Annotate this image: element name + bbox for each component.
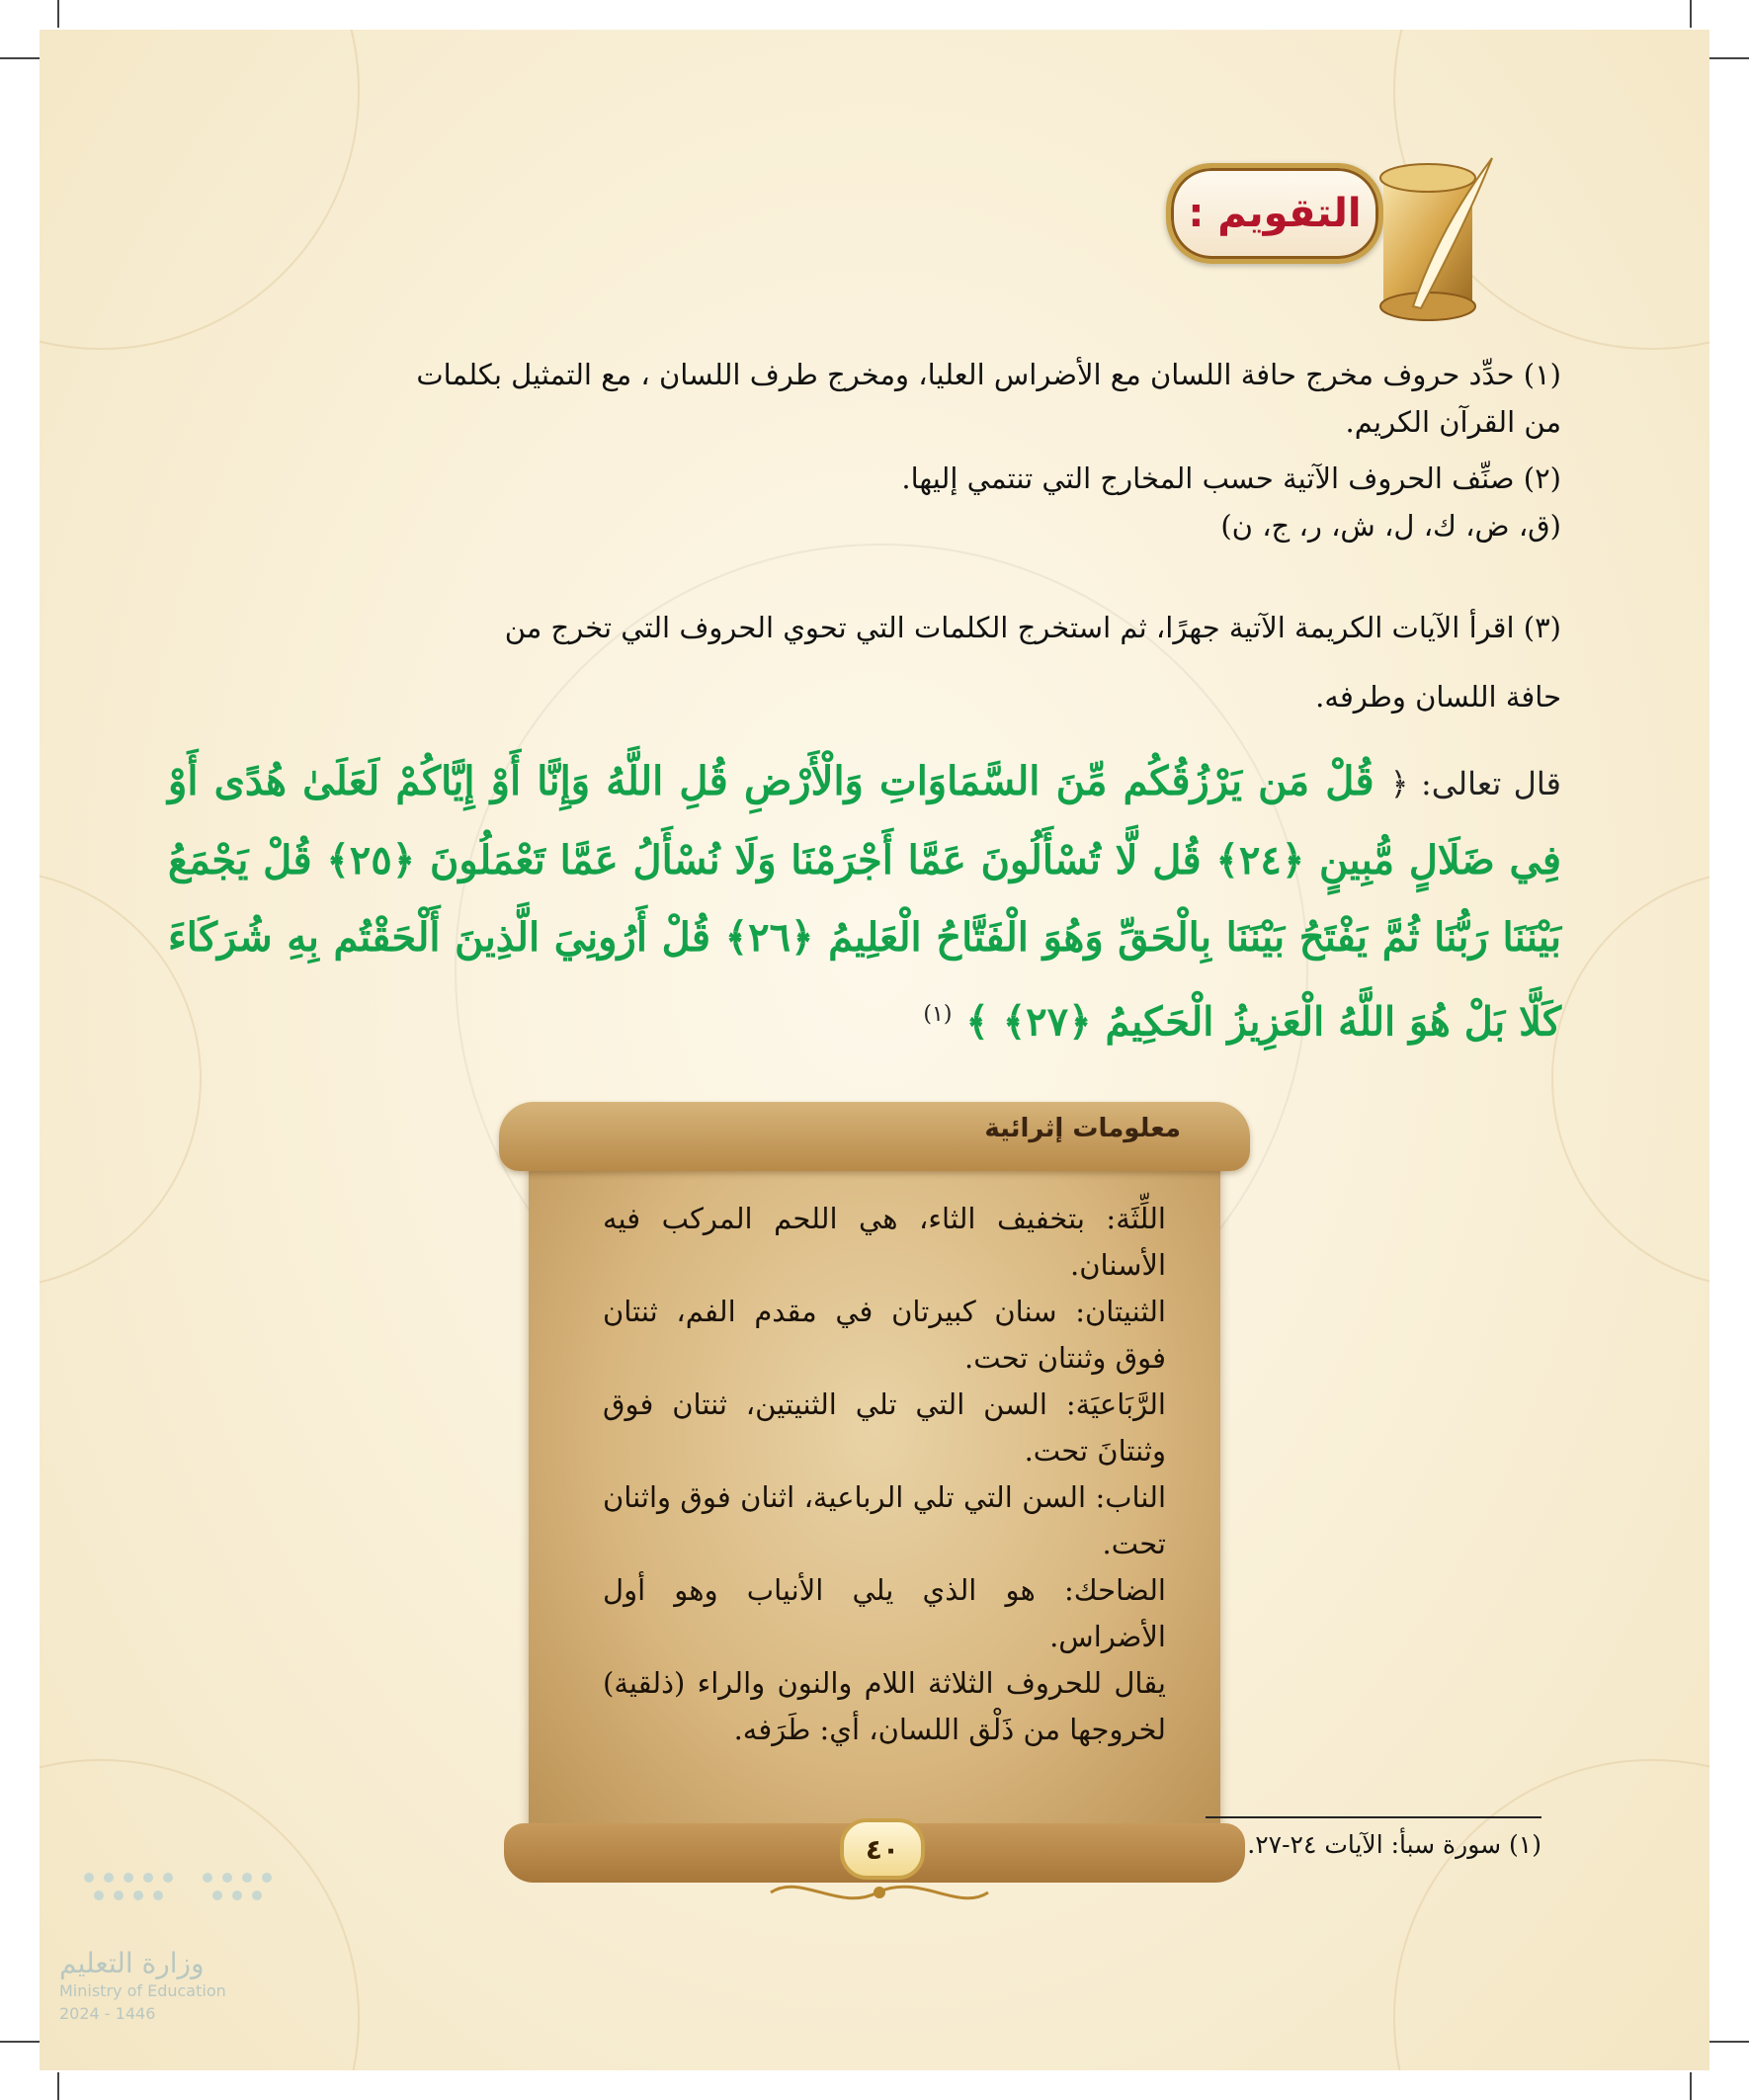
crop-mark <box>0 2041 40 2043</box>
enrichment-item: يقال للحروف الثلاثة اللام والنون والراء (ذلقية) لخروجها من ذَلْق اللسان، أي: طَرَفه. <box>603 1666 1166 1746</box>
quran-verses <box>168 743 1561 1060</box>
enrichment-item: الضاحك: هو الذي يلي الأنياب وهو أول الأضراس. <box>603 1573 1166 1653</box>
page-number: ٤٠ <box>840 1818 925 1880</box>
page-number-ornament-icon <box>761 1873 998 1912</box>
enrichment-item: اللِّثَة: بتخفيف الثاء، هي اللحم المركب فيه الأسنان. <box>603 1202 1166 1282</box>
question-3-line2: حافة اللسان وطرفه. <box>1315 680 1561 714</box>
crop-mark <box>57 2072 59 2100</box>
ornament <box>40 30 360 350</box>
crop-mark <box>57 0 59 28</box>
question-1-line1: (١) حدِّد حروف مخرج حافة اللسان مع الأضراس العليا، ومخرج طرف اللسان ، مع التمثيل بكلمات <box>416 358 1561 391</box>
crop-mark <box>1709 2041 1749 2043</box>
scroll-quill-icon <box>1354 138 1502 326</box>
crop-mark <box>1709 57 1749 59</box>
enrichment-title: معلومات إثرائية <box>984 1114 1181 1143</box>
question-1-line2: من القرآن الكريم. <box>1345 405 1561 439</box>
quran-text: قُلْ مَن يَرْزُقُكُم مِّنَ السَّمَاوَاتِ وَالْأَرْضِ قُلِ اللَّهُ وَإِنَّا أَوْ إِيَّاكُمْ لَعَلَىٰ هُدًى أَوْ فِي ضَلَالٍ مُّبِينٍ ﴿٢٤﴾ قُل لَّا تُسْأَلُونَ عَمَّا أَجْرَمْنَا وَلَا نُسْأَلُ عَمَّا تَعْمَلُونَ ﴿٢٥﴾ قُلْ يَجْمَعُ بَيْنَنَا رَبُّنَا ثُمَّ يَفْتَحُ بَيْنَنَا بِالْحَقِّ وَهُوَ الْفَتَّاحُ الْعَلِيمُ ﴿٢٦﴾ قُلْ أَرُونِيَ الَّذِينَ أَلْحَقْتُم بِهِ شُرَكَاءَ كَلَّا بَلْ هُوَ اللَّهُ الْعَزِيزُ الْحَكِيمُ ﴿٢٧﴾ ﴾ <box>168 758 1561 1046</box>
question-2-line2: (ق، ض، ك، ل، ش، ر، ج، ن) <box>1220 509 1561 543</box>
footnote-divider <box>1206 1816 1541 1818</box>
footnote: (١) سورة سبأ: الآيات ٢٤-٢٧. <box>1247 1830 1541 1859</box>
ministry-year: 2024 - 1446 <box>59 2004 156 2023</box>
section-title: التقويم : <box>1188 191 1362 236</box>
enrichment-item: الناب: السن التي تلي الرباعية، اثنان فوق واثنان تحت. <box>603 1480 1166 1560</box>
ministry-name-ar: وزارة التعليم <box>59 1947 205 1979</box>
question-2-line1: (٢) صنِّف الحروف الآتية حسب المخارج التي تنتمي إليها. <box>901 462 1561 495</box>
enrichment-box <box>499 1102 1250 1883</box>
section-header-badge <box>1166 163 1383 264</box>
ministry-name-en: Ministry of Education <box>59 1981 226 2000</box>
question-3 <box>188 593 1561 731</box>
question-3-line1: (٣) اقرأ الآيات الكريمة الآتية جهرًا، ثم استخرج الكلمات التي تحوي الحروف التي تخرج من <box>504 611 1561 644</box>
parchment-top-roll <box>499 1102 1250 1171</box>
ornament <box>1393 1759 1709 2070</box>
enrichment-item: الرَّبَاعيَة: السن التي تلي الثنيتين، ثنتان فوق وثنتانَ تحت. <box>603 1387 1166 1468</box>
enrichment-item: الثنيتان: سنان كبيرتان في مقدم الفم، ثنتان فوق وثنتان تحت. <box>603 1295 1166 1375</box>
crop-mark <box>1690 0 1692 28</box>
crop-mark <box>0 57 40 59</box>
enrichment-text <box>603 1196 1166 1753</box>
footnote-ref: (١) <box>923 1002 953 1027</box>
question-2 <box>188 455 1561 549</box>
crop-mark <box>1690 2072 1692 2100</box>
question-1 <box>188 351 1561 446</box>
quran-intro: قال تعالى: ﴿ <box>1389 765 1561 802</box>
ornament <box>1551 870 1709 1289</box>
